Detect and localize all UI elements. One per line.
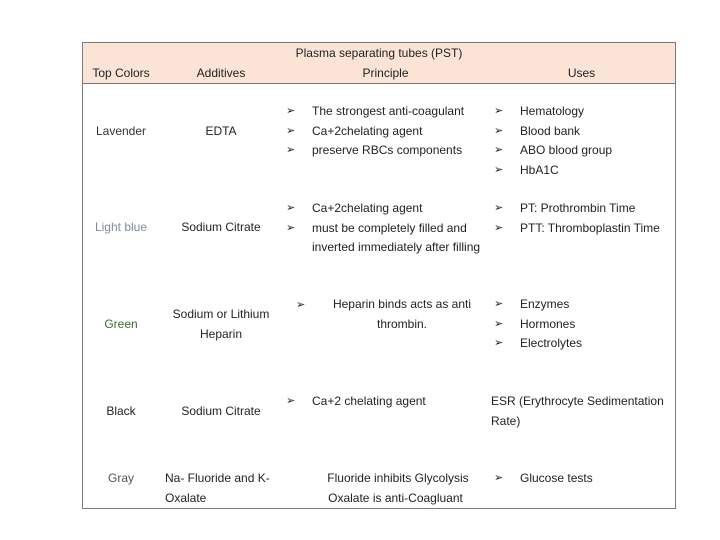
list-item: ➢ preserve RBCs components [286, 141, 486, 161]
row-gray-uses [494, 469, 674, 489]
list-item: ➢ The strongest anti-coagulant [286, 102, 486, 122]
header-top-colors: Top Colors [92, 66, 150, 80]
list-item: ➢ Blood bank [494, 122, 674, 142]
header-principle: Principle [362, 66, 409, 80]
row-lavender-principle [286, 102, 486, 161]
list-item: ➢ Ca+2 chelating agent [286, 392, 486, 412]
list-item: ➢ Ca+2chelating agent [286, 122, 486, 142]
row-black-color: Black [106, 404, 136, 418]
row-green-uses [494, 295, 674, 354]
row-lavender-uses [494, 102, 674, 180]
row-green-principle: Heparin binds acts as anti thrombin. [332, 297, 472, 331]
list-item: ➢ Glucose tests [494, 469, 674, 489]
list-item: ➢ HbA1C [494, 161, 674, 181]
list-item: ➢ must be completely filled and inverted immediately after filling [286, 219, 486, 258]
row-light-blue-additive: Sodium Citrate [181, 220, 261, 234]
row-gray-additive: Na- Fluoride and K-Oxalate [165, 471, 270, 505]
row-gray-principle-line-2: Oxalate is anti-Coagluant [328, 491, 463, 505]
table-header [83, 43, 675, 84]
row-lavender-additive: EDTA [205, 124, 237, 138]
row-light-blue-principle [286, 199, 486, 258]
header-uses: Uses [567, 66, 596, 80]
list-item: ➢ Ca+2chelating agent [286, 199, 486, 219]
row-gray-color: Gray [107, 471, 134, 485]
header-additives: Additives [196, 66, 246, 80]
row-green-color: Green [104, 317, 138, 331]
row-lavender-color: Lavender [95, 124, 147, 138]
row-green-additive: Sodium or Lithium Heparin [172, 307, 270, 341]
row-gray-principle-line-1: Fluoride inhibits Glycolysis [327, 471, 469, 485]
row-light-blue-uses [494, 199, 674, 238]
list-item: ➢ Electrolytes [494, 334, 674, 354]
table-title: Plasma separating tubes (PST) [295, 46, 463, 60]
row-light-blue-color: Light blue [94, 220, 148, 234]
list-item: ➢ Hematology [494, 102, 674, 122]
list-item: ➢ Enzymes [494, 295, 674, 315]
row-black-principle [286, 392, 486, 412]
list-item: ➢ ABO blood group [494, 141, 674, 161]
pst-table [82, 42, 676, 509]
list-item: ➢ Hormones [494, 315, 674, 335]
list-item: ➢ PT: Prothrombin Time [494, 199, 674, 219]
row-black-uses: ESR (Erythrocyte Sedimentation Rate) [491, 394, 664, 428]
arrow-bullet-icon: ➢ [296, 299, 306, 311]
row-black-additive: Sodium Citrate [181, 404, 261, 418]
list-item: ➢ PTT: Thromboplastin Time [494, 219, 674, 239]
